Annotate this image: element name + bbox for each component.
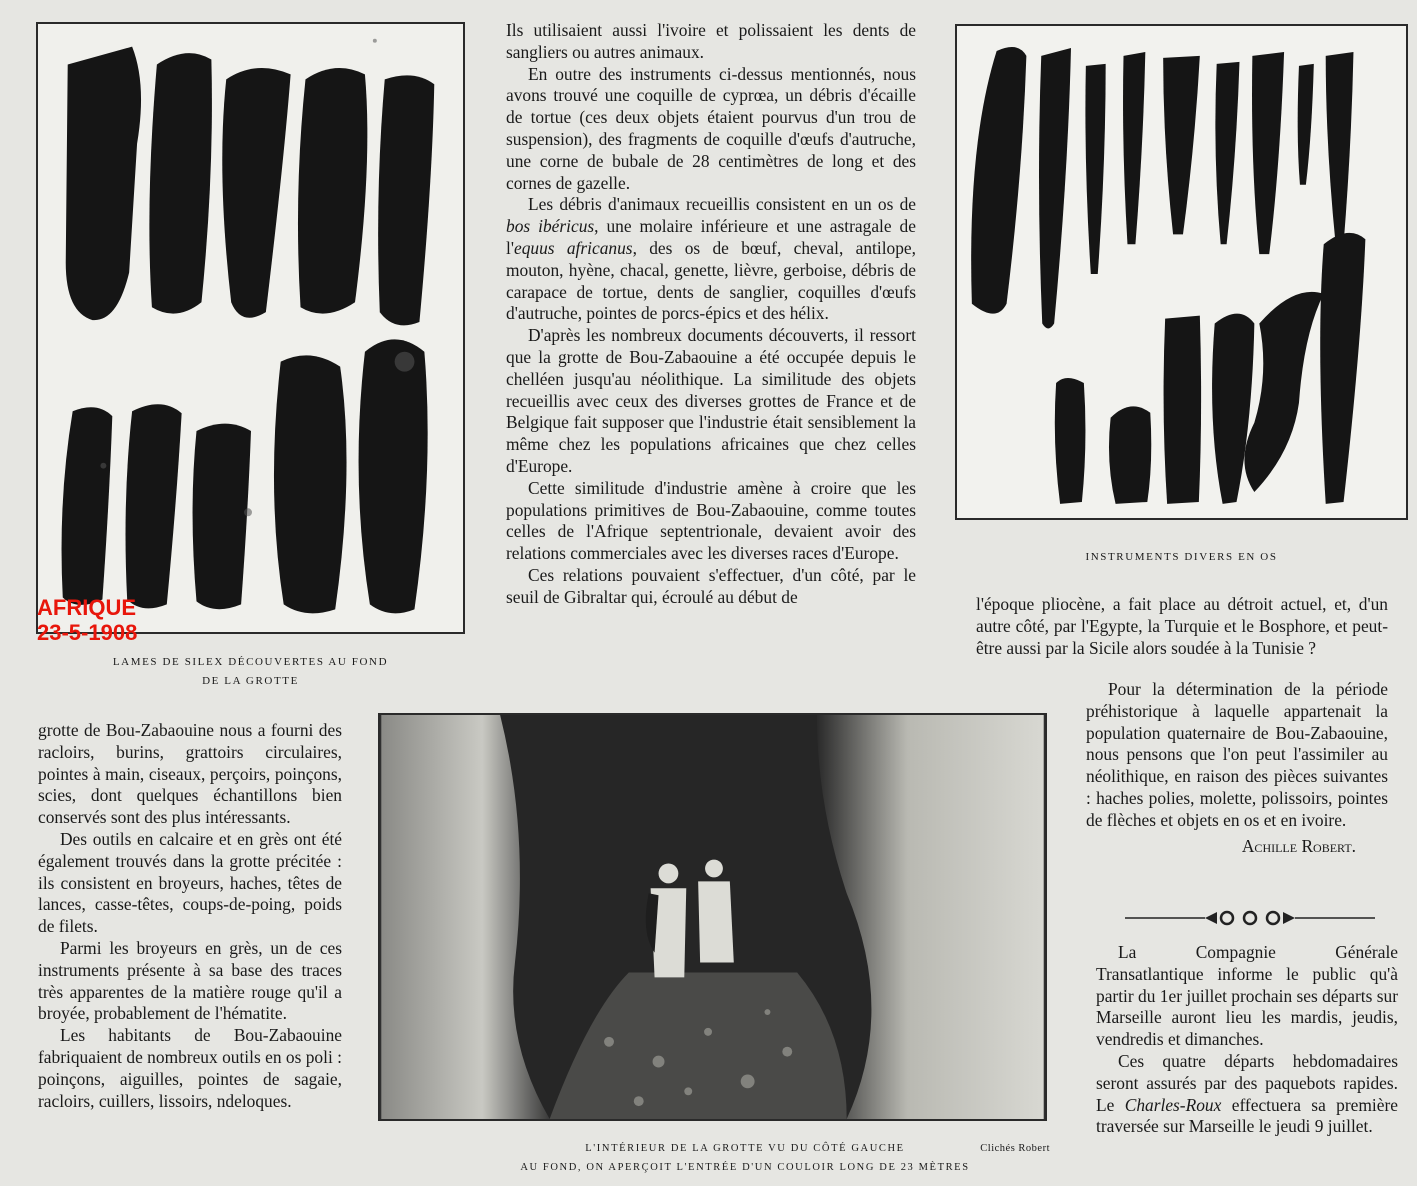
bone-instruments-illustration (957, 26, 1406, 518)
center-paragraph-3-a: Les débris d'animaux recueillis consistent en un os de (528, 194, 916, 215)
cave-interior-illustration (380, 715, 1045, 1119)
left-paragraph-4: Les habitants de Bou-Zabaouine fabriquaient de nombreux outils en os poli : poinçons, aiguilles, pointes de sagaie, racloirs, cuillers, lissoirs, ndeloques. (38, 1025, 342, 1111)
stamp-date: 23-5-1908 (37, 620, 138, 645)
right-notice-column (1096, 942, 1398, 1138)
species-bos-ibericus: bos ibéricus (506, 216, 595, 237)
cave-interior-photo (378, 713, 1047, 1121)
right-paragraph-4-b: effectuera sa première traversée sur Marseille le jeudi 9 juillet. (1096, 1094, 1398, 1137)
flint-caption-line1: LAMES DE SILEX DÉCOUVERTES AU FOND (112, 656, 389, 668)
author-signature: Achille Robert. (1241, 835, 1356, 856)
center-column (506, 20, 916, 609)
cave-caption-line1: L'INTÉRIEUR DE LA GROTTE VU DU CÔTÉ GAUCHE (585, 1143, 905, 1154)
flint-caption (36, 653, 465, 691)
center-paragraph-6: Ces relations pouvaient s'effectuer, d'un côté, par le seuil de Gibraltar qui, écroulé au début de (506, 564, 916, 607)
right-column (976, 594, 1388, 659)
right-paragraph-1: l'époque pliocène, a fait place au détroit actuel, et, d'un autre côté, par l'Egypte, la Turquie et le Bosphore, et peut-être aussi par la Sicile alors soudée à la Tunisie ? (976, 594, 1388, 658)
bone-caption: INSTRUMENTS DIVERS EN OS (1085, 551, 1278, 563)
left-column (38, 720, 342, 1112)
ship-name: Charles-Roux (1124, 1094, 1222, 1115)
right-paragraph-3: La Compagnie Générale Transatlantique informe le public qu'à partir du 1er juillet prochain ses départs sur Marseille auront lieu les mardis, jeudis, vendredis et dimanches. (1096, 942, 1398, 1050)
left-paragraph-1: grotte de Bou-Zabaouine nous a fourni des racloirs, burins, grattoirs circulaires, pointes à main, ciseaux, perçoirs, poinçons, scies, dont quelques échantillons bien conservés sont des plus intéressants. (38, 720, 342, 828)
center-paragraph-3-c: , des os de bœuf, cheval, antilope, mouton, hyène, chacal, genette, lièvre, gerboise, débris de carapace de tortue, dents de sanglier, coquilles d'œufs d'autruche, pointes de porcs-épics et des hélix. (506, 237, 916, 324)
right-paragraph-4 (1096, 1051, 1398, 1138)
center-paragraph-4: D'après les nombreux documents découverts, il ressort que la grotte de Bou-Zabaouine a été occupée depuis le chelléen jusqu'au néolithique. La similitude des objets recueillis avec ceux des diverses grottes de France et de Belgique fait supposer que l'industrie était sensiblement la même chez les populations africaines que chez celles d'Europe. (506, 325, 916, 476)
section-divider (1125, 906, 1375, 930)
right-paragraph-4-a: Ces quatre départs hebdomadaires seront assurés par des paquebots rapides. Le (1096, 1050, 1398, 1115)
archive-stamp (37, 595, 137, 645)
center-paragraph-2: En outre des instruments ci-dessus mentionnés, nous avons trouvé une coquille de cyprœa, un débris d'écaille de tortue (ces deux objets étaient pourvus d'un trou de suspension), des fragments de coquille d'œufs d'autruche, une corne de bubale de 28 centimètres de long et des cornes de gazelle. (506, 63, 916, 193)
left-paragraph-3: Parmi les broyeurs en grès, un de ces instruments présente à sa base des traces très apparentes de la matière rouge qu'il a broyée, probablement de l'hématite. (38, 937, 342, 1024)
cave-caption-line2: AU FOND, ON APERÇOIT L'ENTRÉE D'UN COULOIR LONG DE 23 MÈTRES (520, 1162, 970, 1173)
cave-caption-row1 (440, 1139, 1050, 1158)
right-paragraph-2: Pour la détermination de la période préhistorique à laquelle appartenait la population quaternaire de Bou-Zabaouine, nous pensons que l'on peut l'assimiler au néolithique, en raison des pièces suivantes : haches polies, molette, polissoirs, pointes de flèches et objets en os et en ivoire. (1086, 679, 1388, 830)
right-narrow-column (1086, 679, 1388, 857)
flint-caption-line2: DE LA GROTTE (202, 675, 299, 687)
stamp-region: AFRIQUE (37, 595, 136, 620)
flint-blades-photo (36, 22, 465, 634)
center-paragraph-3-b: , une molaire inférieure et une astragale de l' (506, 216, 916, 258)
photo-credit: Clichés Robert (980, 1143, 1050, 1154)
flint-blades-illustration (38, 24, 463, 632)
bone-instruments-photo (955, 24, 1408, 520)
center-paragraph-1: Ils utilisaient aussi l'ivoire et polissaient les dents de sangliers ou autres animaux. (506, 20, 916, 62)
species-equus-africanus: equus africanus (513, 237, 633, 258)
center-paragraph-5: Cette similitude d'industrie amène à croire que les populations primitives de Bou-Zabaouine, comme toutes celles de l'Afrique septentrionale, devaient avoir des relations commerciales avec les diverses races d'Europe. (506, 477, 916, 564)
left-paragraph-2: Des outils en calcaire et en grès ont été également trouvés dans la grotte précitée : ils consistent en broyeurs, haches, têtes de lances, casse-têtes, coups-de-poing, poids de filets. (38, 828, 342, 937)
cave-caption (440, 1139, 1050, 1177)
center-paragraph-3 (506, 194, 916, 325)
